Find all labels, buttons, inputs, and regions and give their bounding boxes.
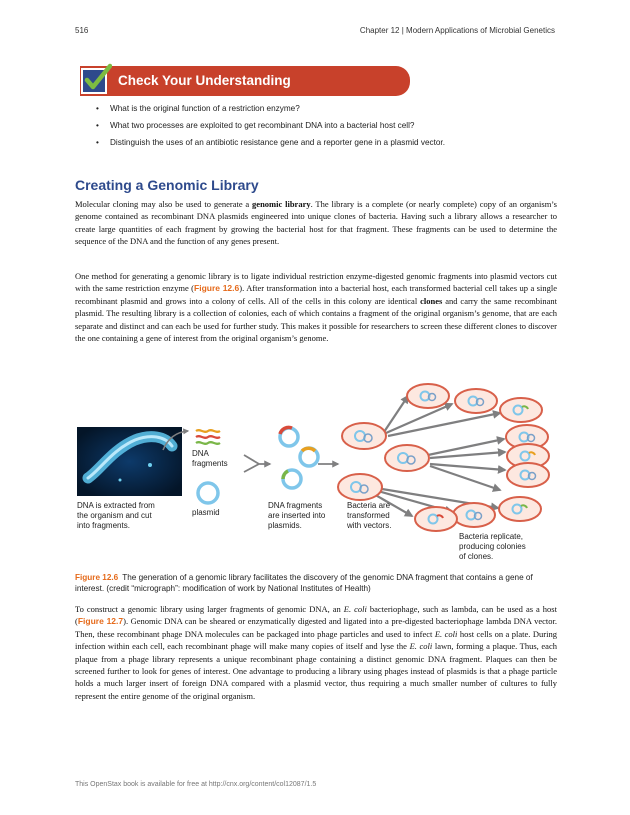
recombinant-plasmids [280, 427, 318, 488]
colony-cell [500, 398, 542, 422]
term-clones: clones [420, 295, 443, 306]
colony-cell [507, 463, 549, 487]
check-understanding-title: Check Your Understanding [118, 73, 291, 88]
chapter-title: Chapter 12 | Modern Applications of Microbial Genetics [359, 26, 555, 35]
question-list [96, 103, 576, 154]
colony-cell [415, 507, 457, 531]
colony-cell [455, 389, 497, 413]
bacterium-cell [338, 474, 382, 500]
label-plasmid: plasmid [192, 508, 220, 517]
extract-arrow [163, 431, 188, 450]
bacterium-cell [342, 423, 386, 449]
question-item: • Distinguish the uses of an antibiotic resistance gene and a reporter gene in a plasmid vector. [96, 137, 576, 154]
plasmid-ring [198, 483, 218, 503]
colony-cell [507, 444, 549, 468]
dna-fragment-squiggles [196, 430, 220, 444]
paragraph-3: To construct a genomic library using larger fragments of genomic DNA, an E. coli bacteriophage, such as lambda, can be used as a host (Figure 12.7). Genomic DNA can be sheared or enzymatically digested and ligated into a pre-digested bacteriophage lambda DNA vector. Then, these recombinant phage DNA molecules can be packaged into phage particles and used to infect E. coli host cells on a plate. During infection within each cell, each recombinant phage will make many copies of itself and lyse the E. coli lawn, forming a plaque. Thus, each plaque from a phage library represents a unique recombinant phage containing a distinct genomic DNA fragment. Plaques can then be screened further to look for genes of interest. One advantage to producing a library using phages instead of plasmids is that a phage particle holds a much larger insert of foreign DNA compared with a plasmid vector, thus requiring a much smaller number of cultures to fully represent the entire genome of the original organism. [75, 604, 557, 701]
checkbox-check-icon [80, 63, 112, 95]
combine-lines [244, 455, 270, 472]
figure-caption: Figure 12.6 The generation of a genomic library facilitates the discovery of the genomic DNA fragment that contains a gene of interest. (credit “micrograph”: modification of work by National Institutes of Health) [75, 573, 533, 593]
page-number: 516 [75, 26, 89, 35]
label-transformed: Bacteria are transformed with vectors. [347, 501, 392, 530]
figure-link[interactable]: Figure 12.7 [77, 616, 124, 627]
question-item: • What two processes are exploited to get recombinant DNA into a bacterial host cell? [96, 120, 576, 137]
label-extract: DNA is extracted from the organism and cut into fragments. [77, 501, 155, 530]
worm-micrograph [77, 427, 182, 496]
footer-note: This OpenStax book is available for free at http://cnx.org/content/col12087/1.5 [75, 781, 317, 788]
paragraph-1: Molecular cloning may also be used to generate a genomic library. The library is a complete (or nearly complete) copy of an organism’s genome contained as recombinant DNA plasmids engineered into unique clones of bacteria. Having such a library allows a researcher to create large quantities of each fragment by growing the bacterial host for that fragment. These fragments can be used to determine the sequence of the DNA and the function of any genes present. [75, 199, 557, 247]
figure-number: Figure 12.6 [75, 573, 119, 582]
replication-arrows [372, 396, 505, 516]
question-item: • What is the original function of a restriction enzyme? [96, 103, 576, 120]
bacterium-cell [385, 445, 429, 471]
label-inserted: DNA fragments are inserted into plasmids. [268, 501, 326, 530]
label-replicate: Bacteria replicate, producing colonies of clones. [459, 532, 526, 561]
section-title: Creating a Genomic Library [75, 177, 259, 193]
colony-cell [506, 425, 548, 449]
colony-cell [453, 503, 495, 527]
term-genomic-library: genomic library [252, 199, 311, 209]
label-dna-fragments: DNA fragments [192, 449, 228, 468]
colony-cell [499, 497, 541, 521]
figure-link[interactable]: Figure 12.6 [194, 283, 240, 294]
colony-cell [407, 384, 449, 408]
paragraph-2: One method for generating a genomic library is to ligate individual restriction enzyme-digested genomic fragments into plasmid vectors cut with the same restriction enzyme (Figure 12.6). After transformation into a bacterial host, each transformed bacterial cell takes up a single recombinant plasmid and grows into a colony of cells. All of the cells in this colony are identical clones and carry the same recombinant plasmid. The resulting library is a collection of colonies, each of which contains a fragment of the original organism’s genome, that are each separate and distinct and can each be used for further study. This makes it possible for researchers to screen these different clones to discover the one containing a gene of interest from the original organism’s genome. [75, 271, 557, 344]
